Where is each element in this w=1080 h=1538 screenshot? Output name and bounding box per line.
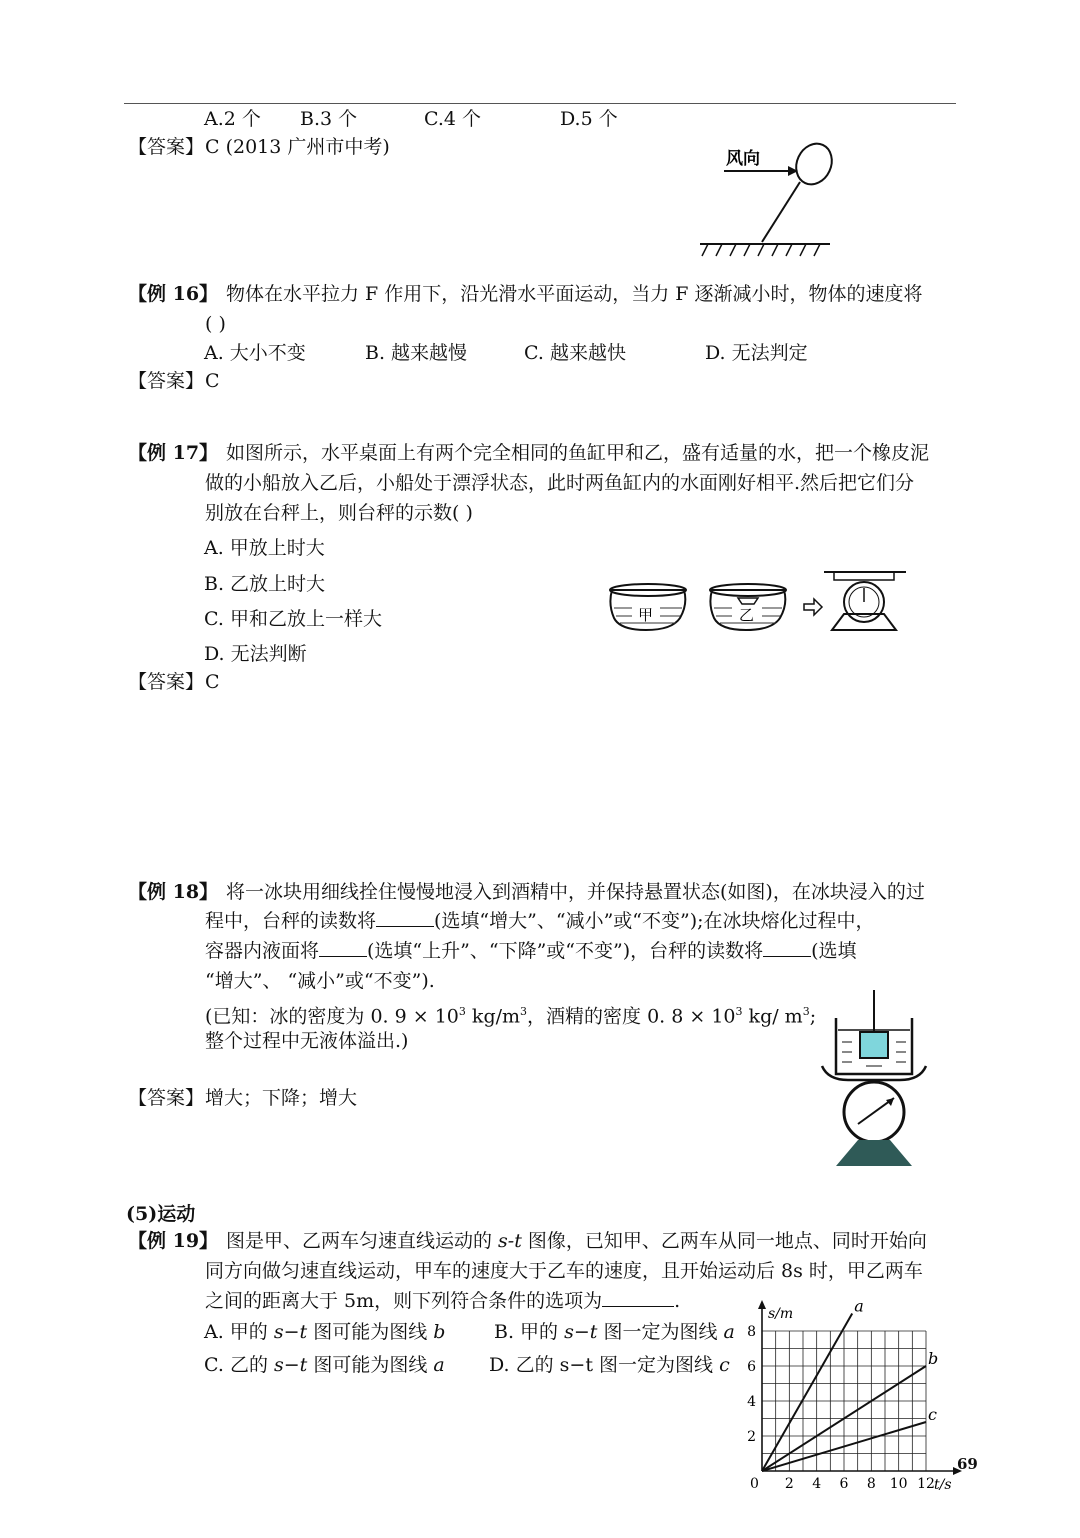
q17-answer-label: 【答案】 bbox=[128, 671, 205, 693]
q16-option-c: C. 越来越快 bbox=[524, 342, 626, 364]
q19-option-c: C. 乙的 s−t 图可能为图线 a bbox=[204, 1354, 445, 1376]
q18-label: 【例 18】 bbox=[128, 881, 219, 903]
q19-stem-line2: 同方向做匀速直线运动，甲车的速度大于乙车的速度，且开始运动后 8s 时，甲乙两车 bbox=[205, 1260, 923, 1282]
q19-stem-line3: 之间的距离大于 5m，则下列符合条件的选项为 . bbox=[205, 1290, 681, 1312]
tank-yi-label: 乙 bbox=[739, 606, 755, 624]
q17-label: 【例 17】 bbox=[128, 442, 219, 464]
q18-blank-2[interactable] bbox=[319, 938, 367, 957]
page-number: 69 bbox=[957, 1455, 978, 1473]
x-tick-label: 6 bbox=[839, 1476, 849, 1492]
q16-option-d: D. 无法判定 bbox=[705, 342, 808, 364]
q17-option-c: C. 甲和乙放上一样大 bbox=[204, 608, 382, 630]
q18-blank-1[interactable] bbox=[376, 908, 434, 927]
x-tick-label: 8 bbox=[866, 1476, 876, 1492]
q16-stem-line1: 物体在水平拉力 F 作用下，沿光滑水平面运动，当力 F 逐渐减小时，物体的速度将 bbox=[226, 283, 923, 305]
x-axis-label: t/s bbox=[934, 1477, 952, 1493]
q18-stem-line1: 将一冰块用细线拴住慢慢地浸入到酒精中，并保持悬置状态(如图)，在冰块浸入的过 bbox=[226, 881, 925, 903]
q19-option-b: B. 甲的 s−t 图一定为图线 a bbox=[494, 1321, 735, 1343]
q19-stem-line1: 图是甲、乙两车匀速直线运动的 s-t 图像，已知甲、乙两车从同一地点、同时开始向 bbox=[226, 1230, 927, 1252]
q17-stem-line1: 如图所示，水平桌面上有两个完全相同的鱼缸甲和乙，盛有适量的水，把一个橡皮泥 bbox=[226, 442, 930, 464]
q18-answer: 增大；下降；增大 bbox=[205, 1087, 358, 1109]
q16-option-b: B. 越来越慢 bbox=[365, 342, 468, 364]
q16-label: 【例 16】 bbox=[128, 283, 219, 305]
q18-stem-line6: 整个过程中无液体溢出.) bbox=[205, 1030, 409, 1052]
y-tick-label: 6 bbox=[747, 1359, 756, 1375]
q17-stem-line3: 别放在台秤上，则台秤的示数( ) bbox=[205, 502, 473, 524]
st-chart bbox=[740, 1300, 980, 1500]
ice-scale-figure bbox=[818, 988, 930, 1168]
q19-label: 【例 19】 bbox=[128, 1230, 219, 1252]
tank-jia-label: 甲 bbox=[638, 606, 654, 624]
y-axis-arrow bbox=[758, 1300, 766, 1309]
fish-tank-figure bbox=[602, 568, 912, 636]
x-tick-label: 10 bbox=[889, 1476, 908, 1492]
q15-option-c: C.4 个 bbox=[424, 108, 482, 130]
q15-answer: C (2013 广州市中考) bbox=[205, 136, 390, 158]
q17-option-d: D. 无法判断 bbox=[204, 643, 307, 665]
q17-answer: C bbox=[205, 671, 220, 693]
q16-option-a: A. 大小不变 bbox=[204, 342, 306, 364]
series-label-b: b bbox=[928, 1349, 939, 1368]
q18-stem-line2: 程中，台秤的读数将 (选填“增大”、“减小”或“不变”);在冰块熔化过程中， bbox=[205, 910, 875, 932]
x-tick-label: 12 bbox=[917, 1476, 935, 1492]
wind-balloon-figure bbox=[696, 138, 836, 262]
q16-stem-line2: ( ) bbox=[205, 313, 226, 335]
q17-option-b: B. 乙放上时大 bbox=[204, 573, 326, 595]
q15-option-d: D.5 个 bbox=[560, 108, 618, 130]
q19-option-a: A. 甲的 s−t 图可能为图线 b bbox=[204, 1321, 446, 1343]
q15-option-b: B.3 个 bbox=[300, 108, 358, 130]
series-label-c: c bbox=[928, 1405, 937, 1424]
q19-option-d: D. 乙的 s−t 图一定为图线 c bbox=[489, 1354, 730, 1376]
q16-answer: C bbox=[205, 370, 220, 392]
q16-answer-label: 【答案】 bbox=[128, 370, 205, 392]
y-axis-label: s/m bbox=[768, 1306, 794, 1322]
y-tick-label: 4 bbox=[747, 1394, 756, 1410]
y-tick-label: 8 bbox=[747, 1324, 756, 1340]
q18-blank-3[interactable] bbox=[763, 938, 811, 957]
header-rule bbox=[124, 103, 956, 104]
x-tick-label: 0 bbox=[750, 1476, 759, 1492]
q15-option-a: A.2 个 bbox=[204, 108, 261, 130]
series-label-a: a bbox=[854, 1300, 864, 1316]
q15-answer-label: 【答案】 bbox=[128, 136, 205, 158]
q17-stem-line2: 做的小船放入乙后，小船处于漂浮状态，此时两鱼缸内的水面刚好相平.然后把它们分 bbox=[205, 472, 915, 494]
x-tick-label: 4 bbox=[812, 1476, 822, 1492]
q18-stem-line5: (已知：冰的密度为 0. $9 \times 10^3$ $kg/m^3$，酒精的密度 0. $8 \times 10^3$ kg/ $m^3$; bbox=[205, 1005, 817, 1028]
wind-direction-label: 风向 bbox=[726, 149, 760, 169]
section-title: (5)运动 bbox=[126, 1203, 196, 1225]
q17-option-a: A. 甲放上时大 bbox=[204, 537, 325, 559]
q18-stem-line3: 容器内液面将 (选填“上升”、“下降”或“不变”)，台秤的读数将 (选填 bbox=[205, 940, 857, 962]
q18-answer-label: 【答案】 bbox=[128, 1087, 205, 1109]
y-tick-label: 2 bbox=[747, 1429, 756, 1445]
x-tick-label: 2 bbox=[784, 1476, 794, 1492]
q18-stem-line4: “增大”、 “减小”或“不变”). bbox=[205, 970, 435, 992]
q19-blank[interactable] bbox=[602, 1288, 674, 1307]
